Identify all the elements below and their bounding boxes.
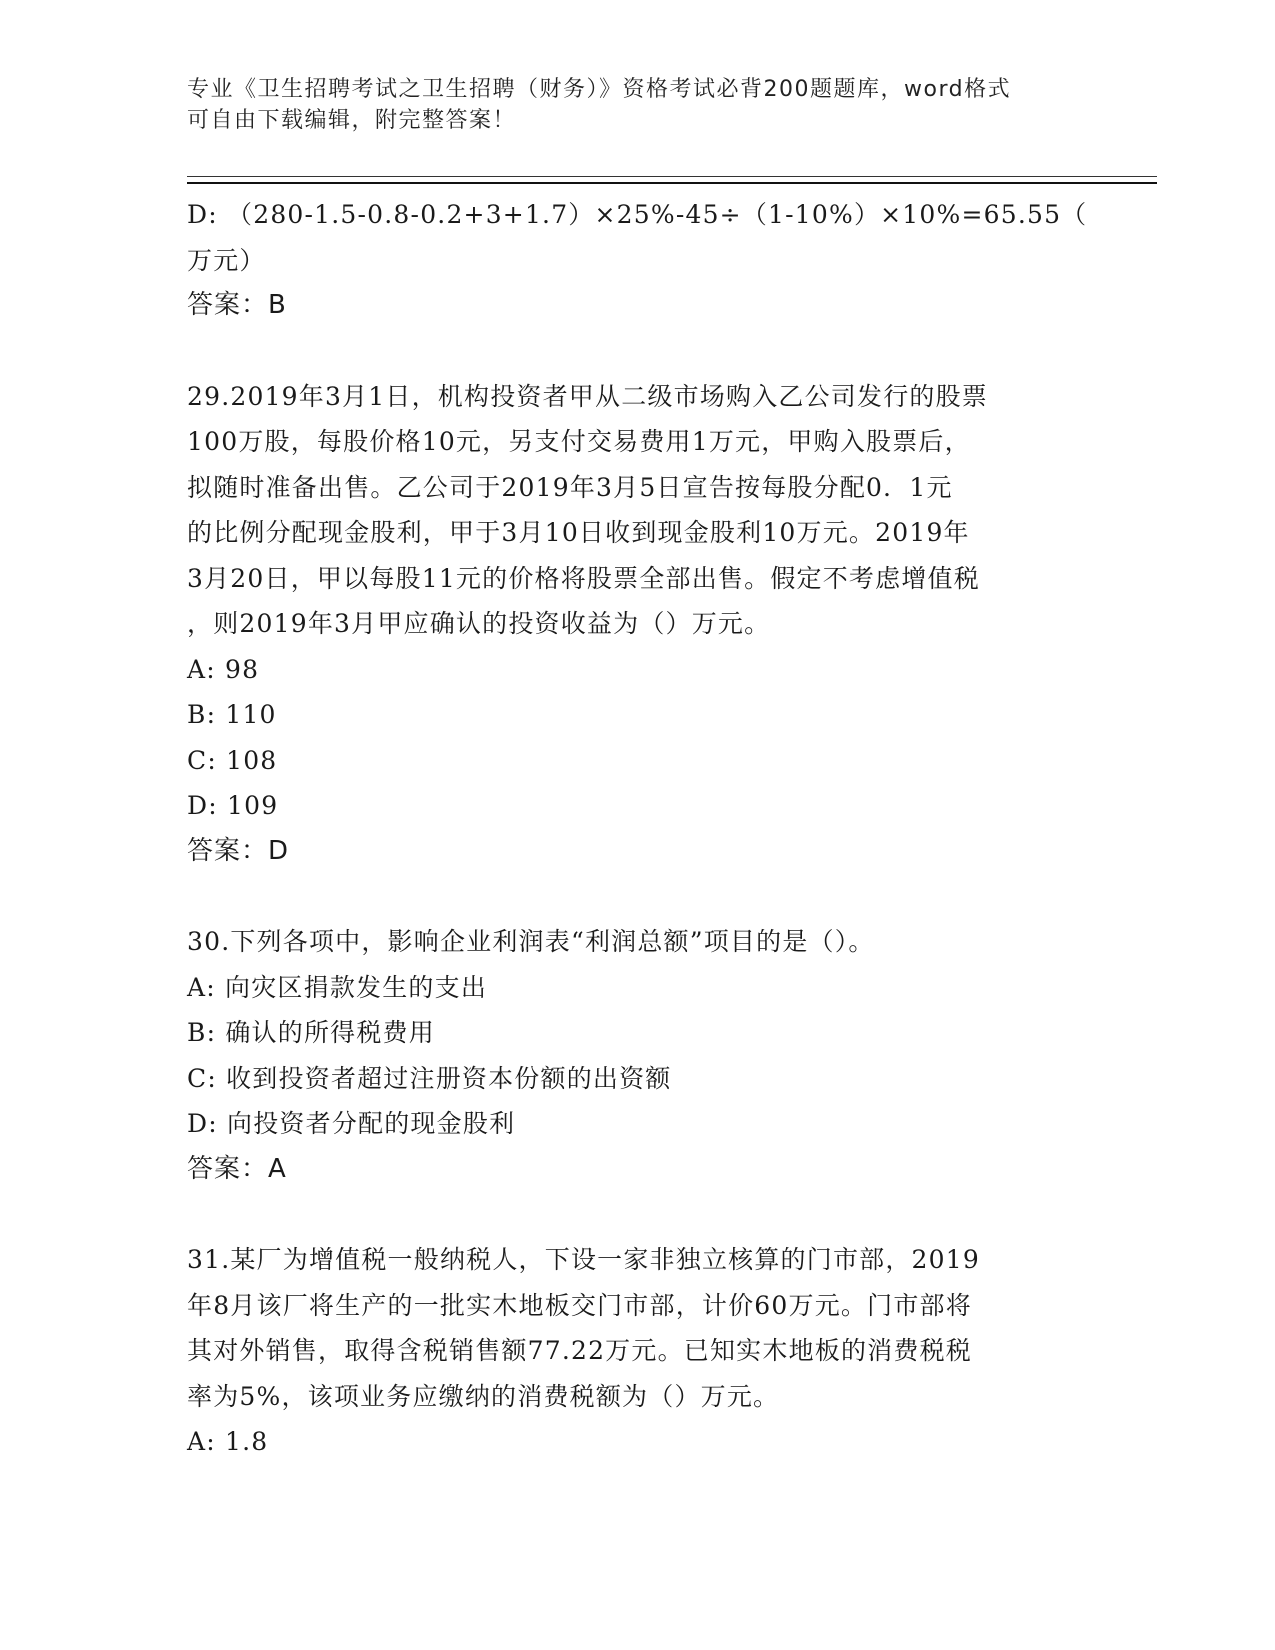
question-text-line: 3月20日，甲以每股11元的价格将股票全部出售。假定不考虑增值税 [187, 563, 980, 593]
option-c: C: 108 [187, 745, 278, 775]
page-header [187, 74, 1067, 136]
question-text-line: ，则2019年3月甲应确认的投资收益为（）万元。 [187, 609, 771, 638]
question-text-line: 31.某厂为增值税一般纳税人，下设一家非独立核算的门市部，2019 [187, 1245, 980, 1274]
option-d: D: （280-1.5-0.8-0.2+3+1.7）×25%-45÷（1-10%）×10%=65.55（ [187, 200, 1088, 229]
question-text-line: 29.2019年3月1日，机构投资者甲从二级市场购入乙公司发行的股票 [187, 381, 988, 411]
header-divider [187, 176, 1157, 184]
question-text-line: 拟随时准备出售。乙公司于2019年3月5日宣告按每股分配0．1元 [187, 472, 953, 502]
header-line-1: 专业《卫生招聘考试之卫生招聘（财务）》资格考试必背200题题库，word格式 [187, 77, 1012, 102]
option-c: C: 收到投资者超过注册资本份额的出资额 [187, 1063, 672, 1093]
question-text-line: 的比例分配现金股利，甲于3月10日收到现金股利10万元。2019年 [187, 518, 970, 547]
question-text-line: 100万股，每股价格10元，另支付交易费用1万元，甲购入股票后， [187, 427, 971, 456]
document-body [187, 192, 1087, 1465]
question-text-line: 率为5%，该项业务应缴纳的消费税额为（）万元。 [187, 1381, 780, 1411]
question-text-line: 其对外销售，取得含税销售额77.22万元。已知实木地板的消费税税 [187, 1336, 972, 1365]
option-d: D: 109 [187, 791, 279, 820]
answer-line: 答案：A [187, 1153, 287, 1184]
question-31 [187, 1237, 1087, 1465]
option-a: A: 向灾区捐款发生的支出 [187, 972, 488, 1002]
question-text-line: 年8月该厂将生产的一批实木地板交门市部，计价60万元。门市部将 [187, 1290, 972, 1320]
answer-line: 答案：B [187, 290, 287, 320]
option-d: D: 向投资者分配的现金股利 [187, 1109, 516, 1138]
question-text-line: 30.下列各项中，影响企业利润表“利润总额”项目的是（）。 [187, 927, 875, 956]
spacer [187, 329, 1087, 374]
option-a: A: 1.8 [187, 1427, 269, 1456]
header-line-2: 可自由下载编辑，附完整答案！ [187, 108, 517, 133]
spacer [187, 874, 1087, 919]
option-d-continuation: 万元） [187, 245, 266, 275]
spacer [187, 1192, 1087, 1237]
prev-question-tail [187, 192, 1087, 329]
answer-line: 答案：D [187, 835, 290, 866]
option-a: A: 98 [187, 654, 260, 684]
option-b: B: 110 [187, 700, 277, 729]
question-30 [187, 919, 1087, 1192]
question-29 [187, 374, 1087, 875]
option-b: B: 确认的所得税费用 [187, 1018, 435, 1047]
